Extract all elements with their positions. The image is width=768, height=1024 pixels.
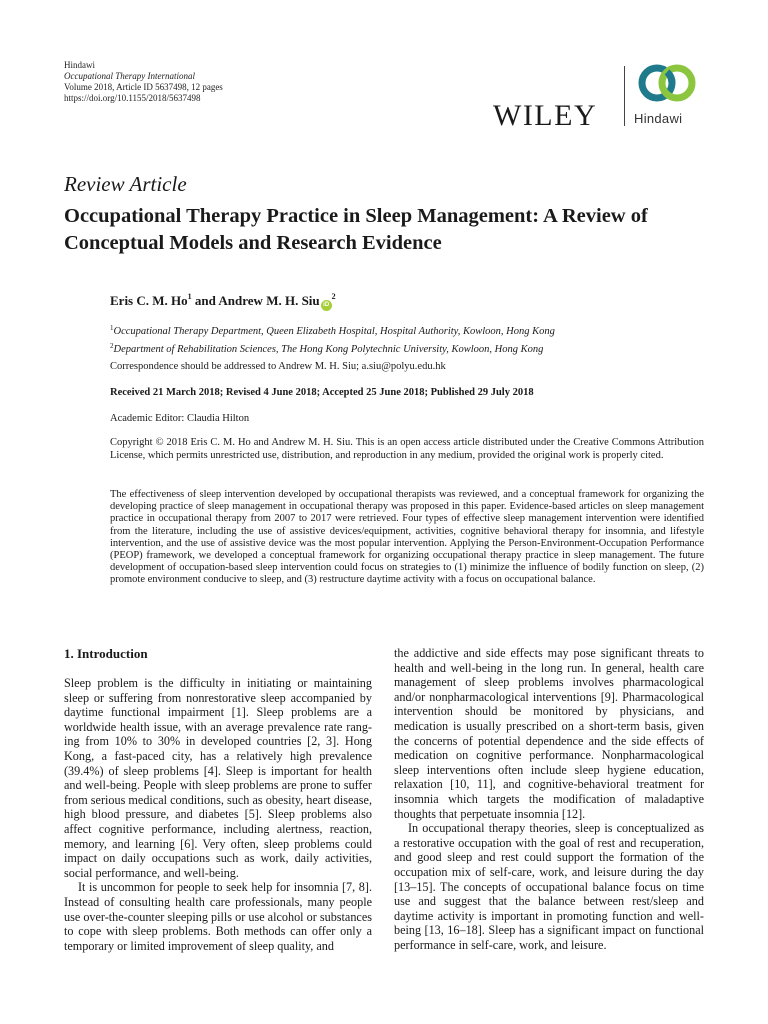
body-paragraph: In occupational therapy theories, sleep is conceptualized as a restorative occupation with the goal of rest and recuperation, and good sleep and rest could support the formation of the occupation mix of self-care, work, and leisure during the day [13–15]. The concepts of occupational balance focus on time use and suggest that the balance between rest/sleep and daytime activity is important in promoting function and well-being [13, 16–18]. Sleep has a significant impact on functional performance in self-care, work, and leisure. [394,821,704,952]
affiliation-marker: 2 [331,292,336,301]
article-title: Occupational Therapy Practice in Sleep Management: A Review of Conceptual Models and Research Evidence [64,205,648,254]
publisher-name: Hindawi [64,60,95,70]
body-paragraph: It is uncommon for people to seek help for insomnia [7, 8]. Instead of consulting health care professionals, many people use over-the-counter sleeping pills or use alcohol or substances to cope with sleep problems. Both methods can offer only a temporary or limited improvement of sleep quality, and [64,880,372,953]
affiliation-1: Occupational Therapy Department, Queen Elizabeth Hospital, Hospital Authority, Kowloon, Hong Kong [113,326,555,337]
author-name[interactable]: Eris C. M. Ho [110,293,188,308]
affiliation-marker: 1 [187,292,192,301]
volume-info: Volume 2018, Article ID 5637498, 12 pages [64,82,223,92]
logo-divider [624,66,625,126]
doi-link[interactable]: https://doi.org/10.1155/2018/5637498 [64,93,201,103]
academic-editor: Academic Editor: Claudia Hilton [110,413,250,424]
publication-dates: Received 21 March 2018; Revised 4 June 2018; Accepted 25 June 2018; Published 29 July 2018 [110,387,534,398]
article-type: Review Article [64,172,187,196]
correspondence: Correspondence should be addressed to Andrew M. H. Siu; a.siu@polyu.edu.hk [110,361,446,372]
wiley-logo: WILEY [493,99,598,132]
affiliation-2: Department of Rehabilitation Sciences, The Hong Kong Polytechnic University, Kowloon, Hong Kong [113,344,544,355]
journal-header [64,60,223,104]
affiliations [110,321,555,357]
abstract: The effectiveness of sleep intervention developed by occupational therapists was reviewed, and a conceptual framework for organizing the developing practice of sleep management in occupational therapy was proposed in this paper. Evidence-based articles on sleep management practice in occupational therapy from 2007 to 2017 were retrieved. Four types of effective sleep management intervention were identified from the literature, including the use of assistive devices/equipment, activities, cognitive behavioral therapy for insomnia, and lifestyle intervention, and the use of assistive device was the most popular intervention. Applying the Person-Environment-Occupation Performance (PEOP) framework, we developed a conceptual framework for organizing occupational therapy practice in sleep management. The future development of occupation-based sleep intervention could focus on strategies to (1) minimize the influence of bodily function on sleep, (2) promote environment conducive to sleep, and (3) restructure daytime activity with a focus on occupational balance. [110,489,704,586]
author-name[interactable]: Andrew M. H. Siu [218,293,320,308]
hindawi-wordmark: Hindawi [634,111,683,126]
orcid-icon[interactable]: iD [321,300,332,311]
affiliation-marker: 2 [110,342,114,350]
author-conjunction: and [194,293,216,308]
right-column [394,646,704,952]
body-paragraph: Sleep problem is the difficulty in initiating or maintaining sleep or suffering from nonrestorative sleep accompanied by daytime functional impairment [1]. Sleep problems are a worldwide health issue, with an average prevalence rate ranging from 10% to 30% in developed countries [2, 3]. Hong Kong, a fast-paced city, has a relatively high prevalence (39.4%) of sleep problems [4]. Sleep is important for health and well-being. People with sleep problems are prone to suffer from serious medical conditions, such as obesity, heart disease, high blood pressure, and diabetes [5]. Sleep problems also affect cognitive performance, including alertness, reaction, memory, and learning [6]. Very often, sleep problems could impact on daily occupations such as work, daily activities, social performance, and well-being. [64,676,372,880]
author-list [110,292,336,311]
journal-name: Occupational Therapy International [64,71,195,81]
section-heading: 1. Introduction [64,646,148,661]
affiliation-marker: 1 [110,324,114,332]
body-paragraph: the addictive and side effects may pose significant threats to health and well-being in the long run. In general, health care management of sleep problems involves pharmacological and/or nonpharmacological interventions [9]. Pharmacological intervention should be monitored by physicians, and medication is usually prescribed on a short-term basis, given the concerns of potential dependence and the side effects of medication on cognitive performance. Nonpharmacological sleep interventions often include sleep hygiene education, relaxation [10, 11], and cognitive-behavioral treatment for insomnia which targets the modification of maladaptive thoughts that perpetuate insomnia [12]. [394,646,704,821]
hindawi-logo-icon [635,60,699,106]
copyright-notice: Copyright © 2018 Eris C. M. Ho and Andrew M. H. Siu. This is an open access article distributed under the Creative Commons Attribution License, which permits unrestricted use, distribution, and reproduction in any medium, provided the original work is properly cited. [110,437,704,461]
left-column [64,676,372,953]
